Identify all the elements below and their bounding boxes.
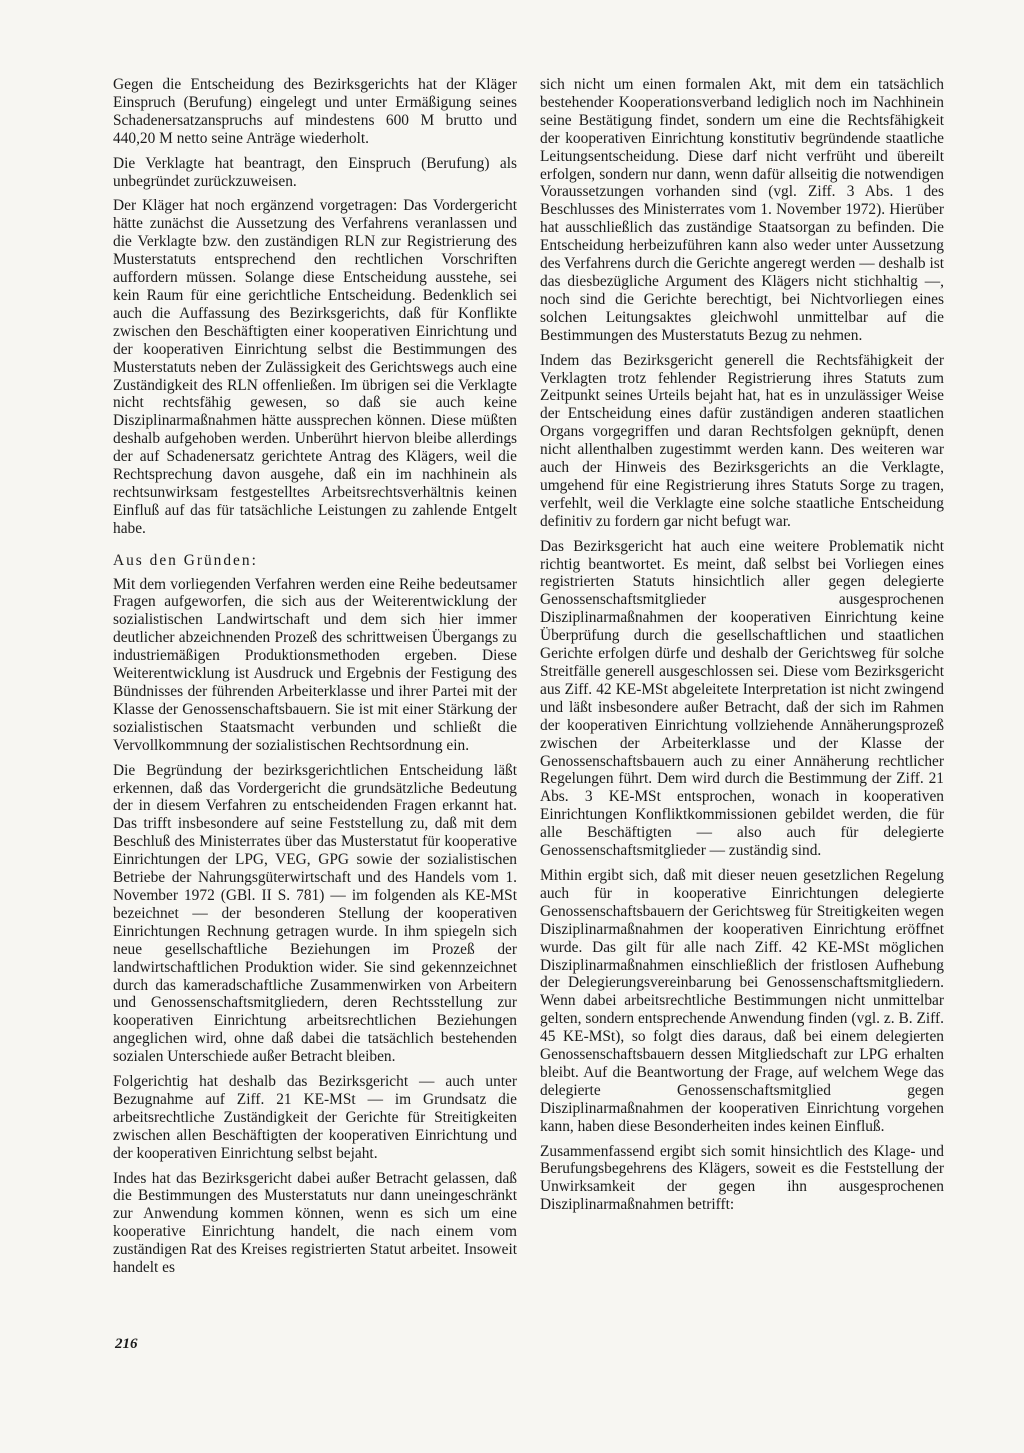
paragraph: Indes hat das Bezirksgericht dabei außer Betracht gelassen, daß die Bestimmungen des Musterstatuts nur dann uneingeschränkt zur Anwendung kommen können, wenn es sich um eine kooperative Einrichtung handelt, die nach einem vom zuständigen Rat des Kreises registrierten Statut arbeitet. Insoweit handelt es: [113, 1169, 517, 1277]
paragraph: Das Bezirksgericht hat auch eine weitere Problematik nicht richtig beantwortet. Es meint, daß selbst bei Vorliegen eines registrierten Statuts hinsichtlich aller gegen delegierte Genossenschaftsmitglieder ausgesprochenen Disziplinarmaßnahmen der kooperativen Einrichtung keine Überprüfung durch die gesellschaftlichen und staatlichen Gerichte erfolgen dürfe und deshalb der Gerichtsweg für solche Streitfälle generell ausgeschlossen sei. Diese vom Bezirksgericht aus Ziff. 42 KE-MSt abgeleitete Interpretation ist nicht zwingend und läßt insbesondere außer Betracht, daß der sich im Rahmen der kooperativen Einrichtung vollziehende Annäherungsprozeß zwischen der Arbeiterklasse und der Klasse der Genossenschaftsbauern auch zu einer Annäherung rechtlicher Regelungen führt. Dem wird durch die Bestimmung der Ziff. 21 Abs. 3 KE-MSt entsprochen, wonach in kooperativen Einrichtungen Konfliktkommissionen gebildet werden, die für alle Beschäftigten — also auch für delegierte Genossenschaftsmitglieder — zuständig sind.: [540, 537, 944, 860]
paragraph: Die Begründung der bezirksgerichtlichen Entscheidung läßt erkennen, daß das Vordergericht die grundsätzliche Bedeutung der in diesem Verfahren zu entscheidenden Fragen erkannt hat. Das trifft insbesondere auf seine Feststellung zu, daß mit dem Beschluß des Ministerrates über das Musterstatut für kooperative Einrichtungen der LPG, VEG, GPG sowie der sozialistischen Betriebe der Nahrungsgüterwirtschaft und des Handels vom 1. November 1972 (GBl. II S. 781) — im folgenden als KE-MSt bezeichnet — der besonderen Stellung der kooperativen Einrichtungen Rechnung getragen wurde. In ihm spiegeln sich neue gesellschaftliche Beziehungen im Prozeß der landwirtschaftlichen Produktion wider. Sie sind gekennzeichnet durch das kameradschaftliche Zusammenwirken von Arbeitern und Genossenschaftsmitgliedern, deren Rechtsstellung zur kooperativen Einrichtung arbeitsrechtlichen Beziehungen angeglichen wird, ohne daß dabei die tatsächlich bestehenden sozialen Unterschiede außer Betracht bleiben.: [113, 761, 517, 1066]
paragraph: Gegen die Entscheidung des Bezirksgerichts hat der Kläger Einspruch (Berufung) eingelegt und unter Ermäßigung seines Schadenersatzanspruchs auf mindestens 600 M brutto und 440,20 M netto seine Anträge wiederholt.: [113, 76, 517, 147]
paragraph: Die Verklagte hat beantragt, den Einspruch (Berufung) als unbegründet zurückzuweisen.: [113, 154, 517, 190]
paragraph: sich nicht um einen formalen Akt, mit dem ein tatsächlich bestehender Kooperationsverband lediglich noch im Nachhinein seine Bestätigung findet, sondern um eine die Rechtsfähigkeit der kooperativen Einrichtung konstitutiv begründende staatliche Leitungsentscheidung. Diese darf nicht verfrüht und übereilt erfolgen, sondern nur dann, wenn dafür allseitig die notwendigen Voraussetzungen vorhanden sind (vgl. Ziff. 3 Abs. 1 des Beschlusses des Ministerrates vom 1. November 1972). Hierüber hat ausschließlich das zuständige Staatsorgan zu befinden. Die Entscheidung herbeizuführen kann also weder unter Aussetzung des Verfahrens durch die Gerichte angeregt werden — deshalb ist das diesbezügliche Argument des Klägers nicht stichhaltig —, noch sind die Gerichte berechtigt, bei Nichtvorliegen eines solchen Leitungsaktes gleichwohl unmittelbar auf die Bestimmungen des Musterstatuts Bezug zu nehmen.: [540, 76, 944, 344]
paragraph: Folgerichtig hat deshalb das Bezirksgericht — auch unter Bezugnahme auf Ziff. 21 KE-MSt — im Grundsatz die arbeitsrechtliche Zuständigkeit der Gerichte für Streitigkeiten zwischen allen Beschäftigten der kooperativen Einrichtung und der kooperativen Einrichtung selbst bejaht.: [113, 1073, 517, 1162]
paragraph: Zusammenfassend ergibt sich somit hinsichtlich des Klage- und Berufungsbegehrens des Klägers, soweit es die Feststellung der Unwirksamkeit der gegen ihn ausgesprochenen Disziplinarmaßnahmen betrifft:: [540, 1142, 944, 1214]
left-column: [113, 76, 517, 1284]
page-number: 216: [115, 1336, 138, 1352]
paragraph: Mithin ergibt sich, daß mit dieser neuen gesetzlichen Regelung auch für in kooperative Einrichtungen delegierte Genossenschaftsbauern der Gerichtsweg für Streitigkeiten wegen Disziplinarmaßnahmen der kooperativen Einrichtung eröffnet wurde. Das gilt für alle nach Ziff. 42 KE-MSt möglichen Disziplinarmaßnahmen einschließlich der fristlosen Aufhebung der Delegierungsvereinbarung bei Genossenschaftsmitgliedern. Wenn dabei arbeitsrechtliche Bestimmungen nicht unmittelbar gelten, sondern entsprechende Anwendung finden (vgl. z. B. Ziff. 45 KE-MSt), so folgt dies daraus, daß bei einem delegierten Genossenschaftsbauern dessen Mitgliedschaft zur LPG erhalten bleibt. Auf die Beantwortung der Frage, auf welchem Wege das delegierte Genossenschaftsmitglied gegen Disziplinarmaßnahmen der kooperativen Einrichtung vorgehen kann, haben diese Besonderheiten indes keinen Einfluß.: [540, 866, 944, 1135]
section-heading: Aus den Gründen:: [113, 551, 258, 569]
paragraph: Mit dem vorliegenden Verfahren werden eine Reihe bedeutsamer Fragen aufgeworfen, die sich aus der Weiterentwicklung der sozialistischen Landwirtschaft und dem sich hier immer deutlicher abzeichnenden Prozeß des schrittweisen Übergangs zu industriemäßigen Produktionsmethoden ergeben. Diese Weiterentwicklung ist Ausdruck und Ergebnis der Festigung des Bündnisses der führenden Arbeiterklasse und ihrer Partei mit der Klasse der Genossenschaftsbauern. Sie ist mit einer Stärkung der sozialistischen Staatsmacht verbunden und schließt die Vervollkommnung der sozialistischen Rechtsordnung ein.: [113, 575, 517, 754]
paragraph: Der Kläger hat noch ergänzend vorgetragen: Das Vordergericht hätte zunächst die Aussetzung des Verfahrens veranlassen und die Verklagte bzw. den zuständigen RLN zur Registrierung des Musterstatuts entsprechend den rechtlichen Vorschriften auffordern müssen. Solange diese Entscheidung ausstehe, sei kein Raum für eine gerichtliche Entscheidung. Bedenklich sei auch die Auffassung des Bezirksgerichts, daß für Konflikte zwischen den Beschäftigten einer kooperativen Einrichtung und der kooperativen Einrichtung selbst die Bestimmungen des Musterstatuts neben der Zulässigkeit des Gerichtswegs auch eine Zuständigkeit des RLN offenließen. Im übrigen sei die Verklagte nicht rechtsfähig gewesen, so daß sie auch keine Disziplinarmaßnahmen hätte aussprechen können. Diese müßten deshalb aufgehoben werden. Unberührt hiervon bleibe allerdings der auf Schadenersatz gerichtete Antrag des Klägers, weil die Rechtsprechung davon ausgehe, daß ein im nachhinein als rechtsunwirksam festgestelltes Arbeitsrechtsverhältnis keinen Einfluß auf das für tatsächliche Leistungen zu zahlende Entgelt habe.: [113, 197, 517, 537]
paragraph: Indem das Bezirksgericht generell die Rechtsfähigkeit der Verklagten trotz fehlender Registrierung ihres Statuts zum Zeitpunkt seines Urteils bejaht hat, hat es in unzulässiger Weise der Entscheidung eines dafür zuständigen anderen staatlichen Organs vorgegriffen und daran Rechtsfolgen geknüpft, denen nicht allenthalben zugestimmt werden kann. Des weiteren war auch der Hinweis des Bezirksgerichts an die Verklagte, umgehend für eine Registrierung ihres Statuts Sorge zu tragen, verfehlt, weil die Verklagte eine solche staatliche Entscheidung definitiv zu fordern gar nicht befugt war.: [540, 351, 944, 530]
right-column: [540, 76, 944, 1221]
